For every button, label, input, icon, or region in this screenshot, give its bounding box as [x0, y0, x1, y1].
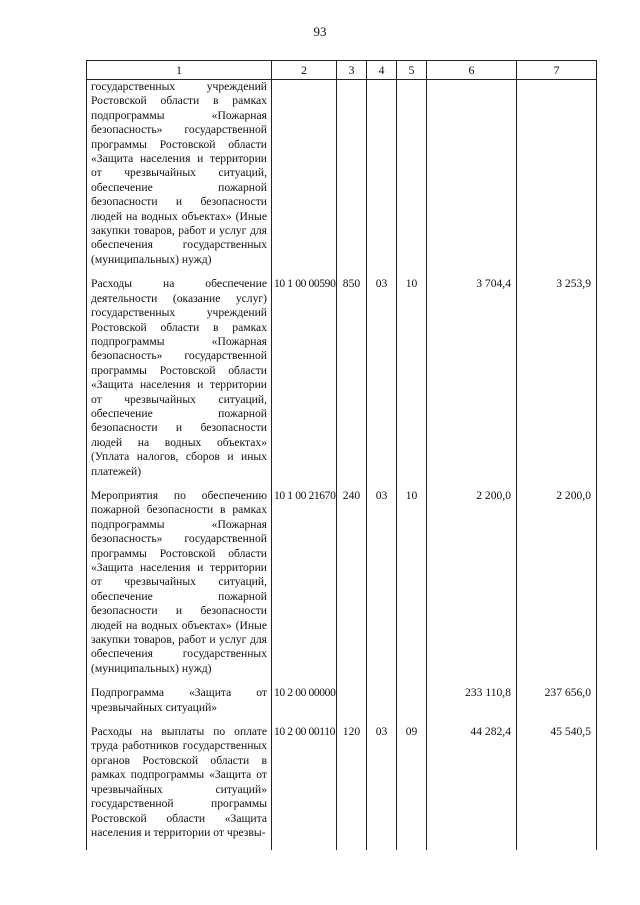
- header-cell-6: 6: [427, 61, 517, 80]
- row-section: [367, 684, 397, 723]
- row-section: 03: [367, 275, 397, 487]
- header-cell-3: 3: [337, 61, 367, 80]
- table-row: [87, 80, 597, 276]
- table-row: [87, 684, 597, 723]
- row-section: [367, 80, 397, 276]
- row-subsection: [397, 80, 427, 276]
- table-row: [87, 487, 597, 684]
- row-amount-1: [427, 80, 517, 276]
- header-cell-2: 2: [272, 61, 337, 80]
- budget-table: [86, 60, 597, 850]
- row-subsection: 10: [397, 487, 427, 684]
- row-expense-type: [337, 80, 367, 276]
- table-row: [87, 275, 597, 487]
- row-target-code: 10 2 00 00000: [272, 684, 337, 723]
- header-cell-5: 5: [397, 61, 427, 80]
- table-header: [87, 61, 597, 80]
- row-target-code: 10 1 00 00590: [272, 275, 337, 487]
- row-description: Мероприятия по обеспечению пожарной безопасности в рамках подпрограммы «Пожарная безопасность» государственной программы Ростовской области «Защита населения и территории от чрезвычайных ситуаций, обеспечение пожарной безопасности и безопасности людей на водных объектах» (Иные закупки товаров, работ и услуг для обеспечения государственных (муниципальных) нужд): [87, 487, 272, 684]
- header-row: [87, 61, 597, 80]
- row-expense-type: 120: [337, 723, 367, 850]
- row-description: Подпрограмма «Защита от чрезвычайных ситуаций»: [87, 684, 272, 723]
- row-amount-2: 2 200,0: [517, 487, 597, 684]
- row-section: 03: [367, 723, 397, 850]
- row-expense-type: 240: [337, 487, 367, 684]
- row-target-code: 10 2 00 00110: [272, 723, 337, 850]
- row-section: 03: [367, 487, 397, 684]
- row-subsection: [397, 684, 427, 723]
- row-target-code: [272, 80, 337, 276]
- row-amount-1: 44 282,4: [427, 723, 517, 850]
- row-subsection: 10: [397, 275, 427, 487]
- row-description: Расходы на обеспечение деятельности (оказание услуг) государственных учреждений Ростовской области в рамках подпрограммы «Пожарная безопасность» государственной программы Ростовской области «Защита населения и территории от чрезвычайных ситуаций, обеспечение пожарной безопасности и безопасности людей на водных объектах» (Уплата налогов, сборов и иных платежей): [87, 275, 272, 487]
- table-row: [87, 723, 597, 850]
- row-amount-2: 45 540,5: [517, 723, 597, 850]
- row-expense-type: [337, 684, 367, 723]
- row-amount-2: [517, 80, 597, 276]
- row-amount-1: 233 110,8: [427, 684, 517, 723]
- header-cell-1: 1: [87, 61, 272, 80]
- row-description: Расходы на выплаты по оплате труда работников государственных органов Ростовской области в рамках подпрограммы «Защита от чрезвычайных ситуаций» государственной программы Ростовской области «Защита населения и территории от чрезвы-: [87, 723, 272, 850]
- row-amount-1: 3 704,4: [427, 275, 517, 487]
- header-cell-7: 7: [517, 61, 597, 80]
- row-amount-2: 237 656,0: [517, 684, 597, 723]
- page-number: 93: [313, 24, 327, 39]
- row-expense-type: 850: [337, 275, 367, 487]
- row-target-code: 10 1 00 21670: [272, 487, 337, 684]
- row-subsection: 09: [397, 723, 427, 850]
- row-amount-2: 3 253,9: [517, 275, 597, 487]
- table-body: [87, 80, 597, 851]
- header-cell-4: 4: [367, 61, 397, 80]
- row-amount-1: 2 200,0: [427, 487, 517, 684]
- row-description: государственных учреждений Ростовской области в рамках подпрограммы «Пожарная безопасность» государственной программы Ростовской области «Защита населения и территории от чрезвычайных ситуаций, обеспечение пожарной безопасности и безопасности людей на водных объектах» (Иные закупки товаров, работ и услуг для обеспечения государственных (муниципальных) нужд): [87, 80, 272, 276]
